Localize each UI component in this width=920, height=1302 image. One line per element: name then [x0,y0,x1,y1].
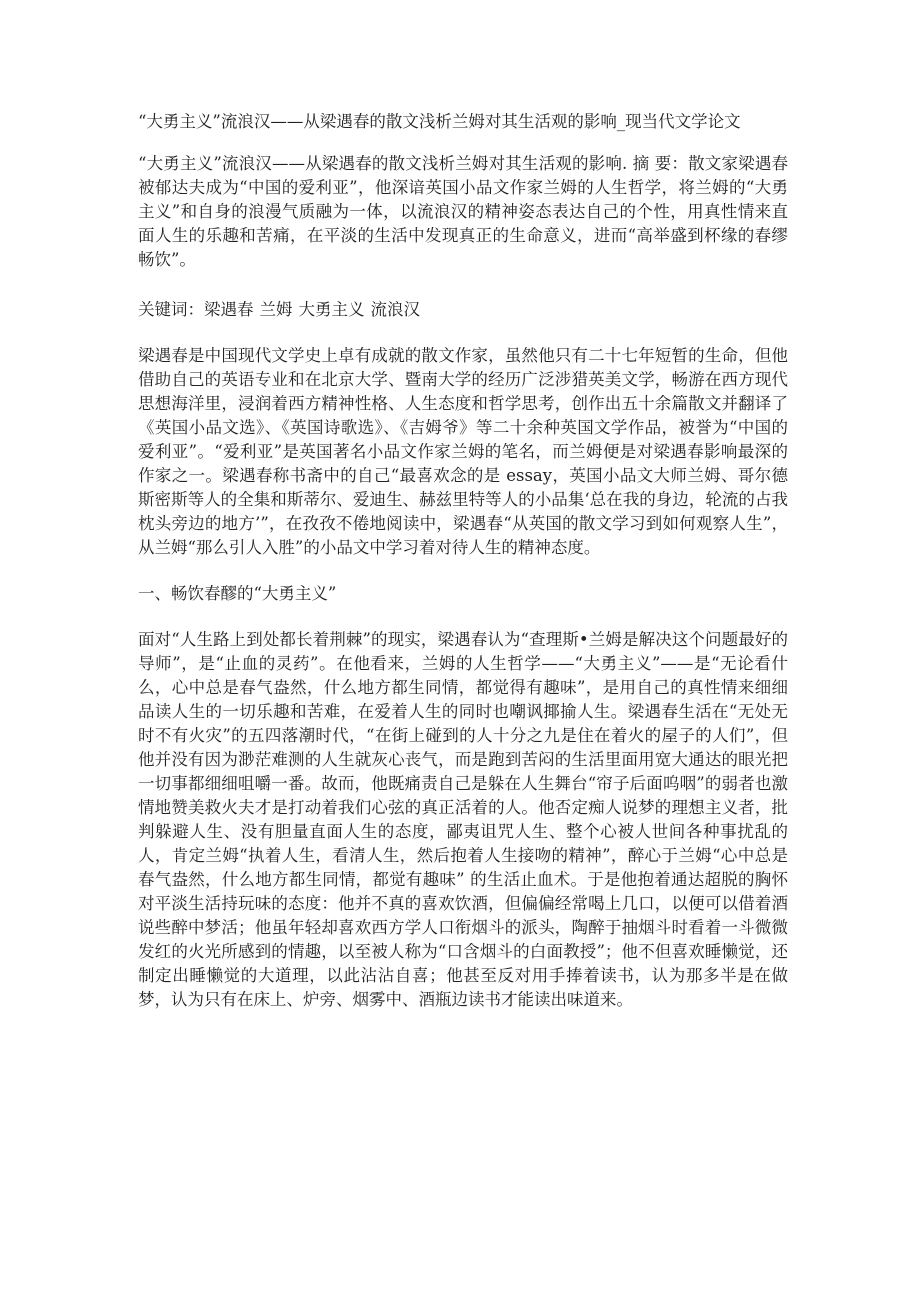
keyword: 流浪汉 [370,300,420,319]
keywords-label: 关键词： [138,300,204,319]
body-paragraph-2: 面对“人生路上到处都长着荆棘”的现实，梁遇春认为“查理斯•兰姆是解决这个问题最好的导师”，是“止血的灵药”。在他看来，兰姆的人生哲学——“大勇主义”——是“无论看什么，心中总是春气盎然，什么地方都生同情，都觉得有趣味”，是用自己的真性情来细细品读人生的一切乐趣和苦难，在爱着人生的同时也嘲讽揶揄人生。梁遇春生活在“无处无时不有火灾”的五四落潮时代，“在街上碰到的人十分之九是住在着火的屋子的人们”，但他并没有因为渺茫难测的人生就灰心丧气，而是跑到苦闷的生活里面用宽大通达的眼光把一切事都细细咀嚼一番。故而，他既痛责自己是躲在人生舞台“帘子后面呜咽”的弱者也激情地赞美救火夫才是打动着我们心弦的真正活着的人。他否定痴人说梦的理想主义者，批判躲避人生、没有胆量直面人生的态度，鄙夷诅咒人生、整个心被人世间各种事扰乱的人，肯定兰姆“执着人生，看清人生，然后抱着人生接吻的精神”，醉心于兰姆“心中总是春气盎然，什么地方都生同情，都觉有趣味” 的生活止血术。于是他抱着通达超脱的胸怀对平淡生活持玩味的态度：他并不真的喜欢饮酒，但偏偏经常喝上几口，以便可以借着酒说些醉中梦活；他虽年轻却喜欢西方学人口衔烟斗的派头，陶醉于抽烟斗时看着一斗微微发红的火光所感到的情趣，以至被人称为“口含烟斗的白面教授”；他不但喜欢睡懒觉，还制定出睡懒觉的大道理，以此沾沾自喜；他甚至反对用手捧着读书，认为那多半是在做梦，认为只有在床上、炉旁、烟雾中、酒瓶边读书才能读出味道来。 [138,630,788,1009]
keywords-line [138,298,788,322]
document-page [138,110,788,1012]
keyword: 梁遇春 [204,300,254,319]
keyword: 大勇主义 [298,300,365,319]
document-title: “大勇主义”流浪汉——从梁遇春的散文浅析兰姆对其生活观的影响_现当代文学论文 [138,112,741,131]
keyword: 兰姆 [259,300,293,319]
body-paragraph-1: 梁遇春是中国现代文学史上卓有成就的散文作家，虽然他只有二十七年短暂的生命，但他借助自己的英语专业和在北京大学、暨南大学的经历广泛涉猎英美文学，畅游在西方现代思想海洋里，浸润着西方精神性格、人生态度和哲学思考，创作出五十余篇散文并翻译了《英国小品文选》、《英国诗歌选》、《吉姆爷》等二十余种英国文学作品，被誉为“中国的爱利亚”。“爱利亚”是英国著名小品文作家兰姆的笔名，而兰姆便是对梁遇春影响最深的作家之一。梁遇春称书斋中的自己“最喜欢念的是 essay，英国小品文大师兰姆、哥尔德斯密斯等人的全集和斯蒂尔、爱迪生、赫兹里特等人的小品集‘总在我的身边，轮流的占我枕头旁边的地方’”，在孜孜不倦地阅读中，梁遇春“从英国的散文学习到如何观察人生”，从兰姆“那么引人入胜”的小品文中学习着对待人生的精神态度。 [138,346,788,557]
abstract-paragraph: “大勇主义”流浪汉——从梁遇春的散文浅析兰姆对其生活观的影响. 摘 要：散文家梁遇春被郁达夫成为“中国的爱利亚”，他深谙英国小品文作家兰姆的人生哲学，将兰姆的“大勇主义”和自身的浪漫气质融为一体，以流浪汉的精神姿态表达自己的个性，用真性情来直面人生的乐趣和苦痛，在平淡的生活中发现真正的生命意义，进而“高举盛到杯缘的春缪畅饮”。 [138,154,788,269]
section-heading-1: 一、畅饮春醪的“大勇主义” [138,584,337,603]
